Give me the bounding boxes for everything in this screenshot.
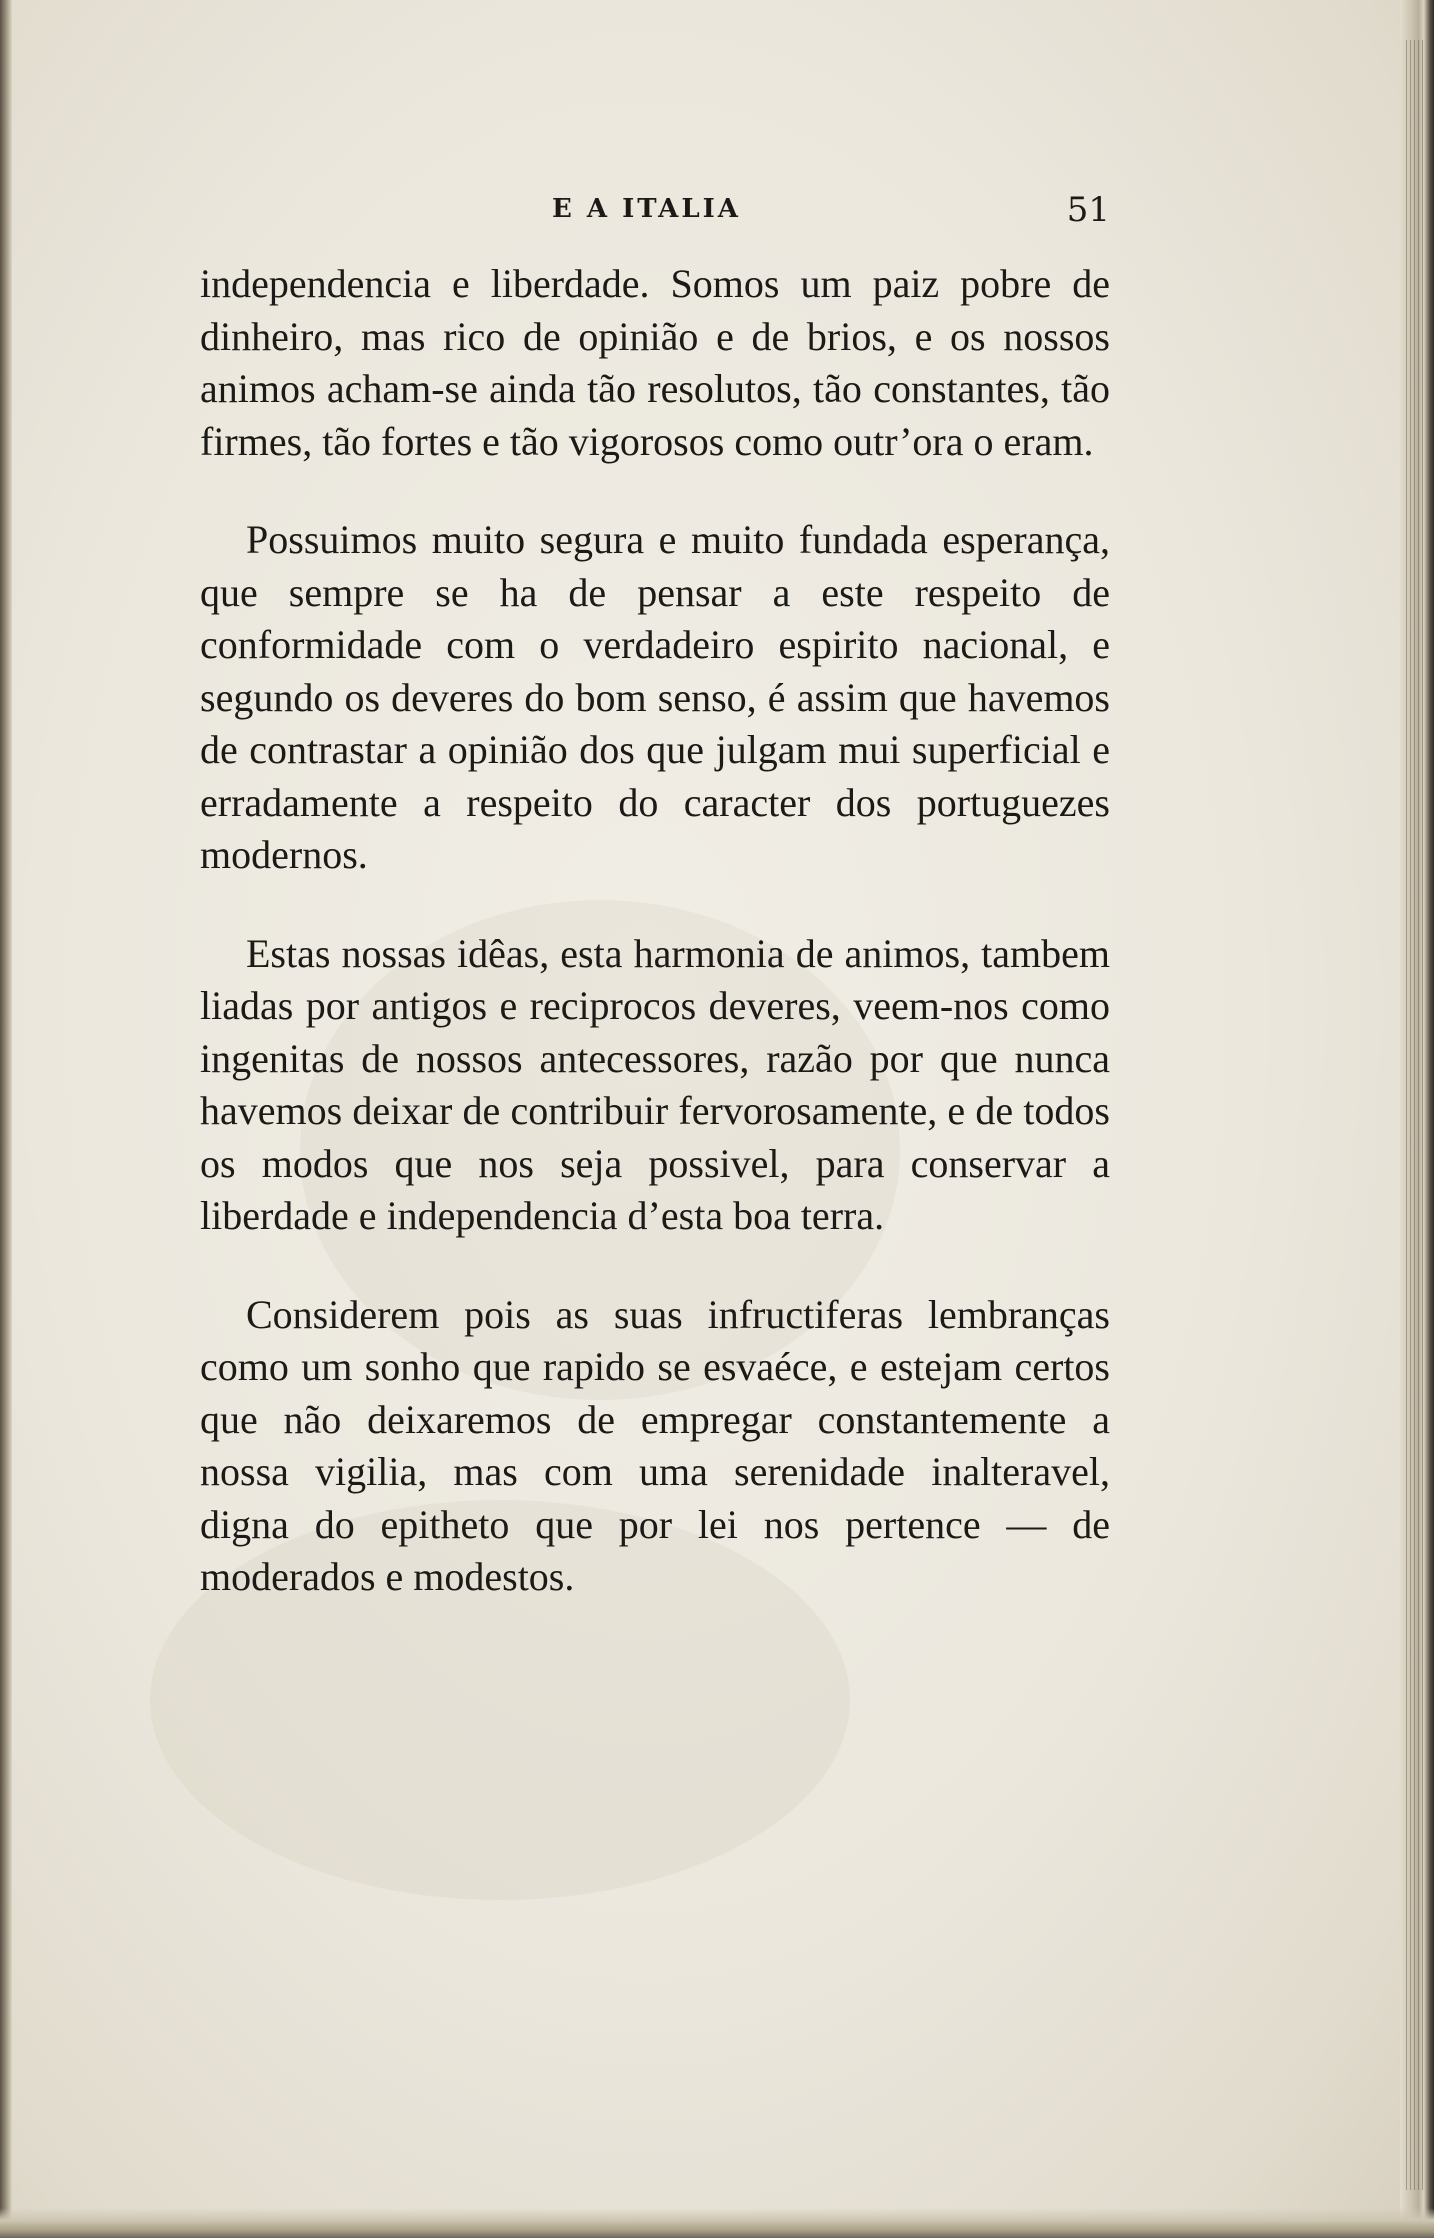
body-text xyxy=(200,258,1110,1604)
paragraph-gap xyxy=(200,468,1110,514)
paragraph: Estas nossas idêas, esta harmonia de animos, tambem liadas por antigos e reciprocos deveres, veem-nos como ingenitas de nossos antecessores, razão por que nunca havemos deixar de contribuir fervorosamente, e de todos os modos que nos seja possivel, para conservar a liberdade e independencia d’esta boa terra. xyxy=(200,930,1110,1238)
paragraph: independencia e liberdade. Somos um paiz pobre de dinheiro, mas rico de opinião e de brios, e os nossos animos acham-se ainda tão resolutos, tão constantes, tão firmes, tão fortes e tão vigorosos como outr’ora o eram. xyxy=(200,261,1110,464)
page-header xyxy=(200,190,1110,230)
page-stack-lines xyxy=(1406,40,1424,2190)
page-left-edge xyxy=(0,0,12,2238)
running-title: E A ITALIA xyxy=(552,194,741,224)
paragraph-gap xyxy=(200,882,1110,928)
page-bottom-edge xyxy=(0,2208,1434,2238)
page-number: 51 xyxy=(1066,190,1110,230)
paragraph: Considerem pois as suas infructiferas lembranças como um sonho que rapido se esvaéce, e estejam certos que não deixaremos de empregar constantemente a nossa vigilia, mas com uma serenidade inalteravel, digna do epitheto que por lei nos pertence — de moderados e modestos. xyxy=(200,1291,1110,1599)
paragraph-gap xyxy=(200,1243,1110,1289)
paragraph: Possuimos muito segura e muito fundada esperança, que sempre se ha de pensar a este respeito de conformidade com o verdadeiro espirito nacional, e segundo os deveres do bom senso, é assim que havemos de contrastar a opinião dos que julgam mui superficial e erradamente a respeito do caracter dos portuguezes modernos. xyxy=(200,517,1110,877)
